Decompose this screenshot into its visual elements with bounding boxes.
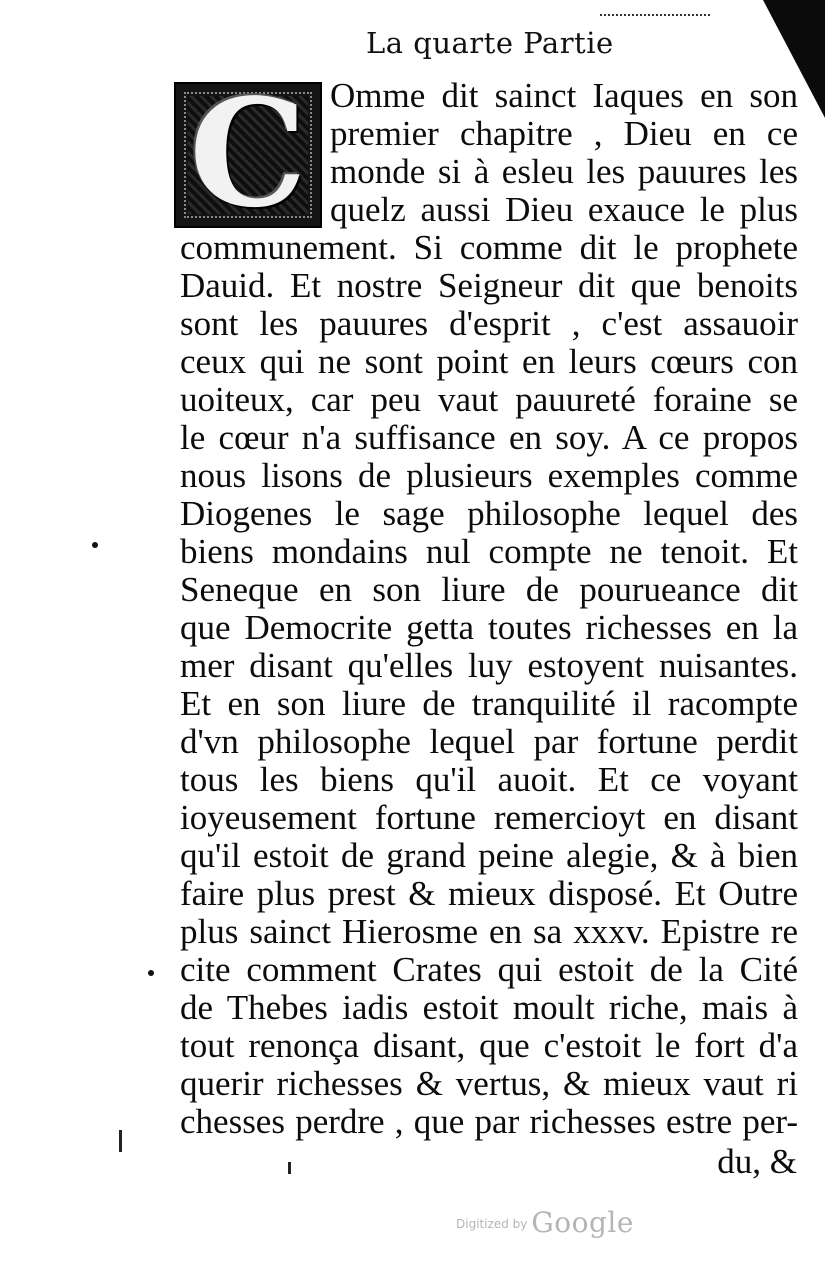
text-line: nous lisons de plusieurs exemples comme xyxy=(180,456,798,495)
text-line: querir richesses & vertus, & mieux vaut ri xyxy=(180,1064,798,1103)
text-line: Diogenes le sage philosophe lequel des xyxy=(180,494,798,533)
text-line: Et en son liure de tranquilité il racompte xyxy=(180,684,798,723)
text-line: sont les pauures d'esprit , c'est assauoir xyxy=(180,304,798,343)
text-line: Omme dit sainct Iaques en son xyxy=(330,76,798,115)
text-line: ioyeusement fortune remercioyt en disant xyxy=(180,798,798,837)
text-line: biens mondains nul compte ne tenoit. Et xyxy=(180,532,798,571)
text-line: communement. Si comme dit le prophete xyxy=(180,228,798,267)
digitized-by-google-watermark xyxy=(456,1206,634,1239)
ornamental-initial xyxy=(174,82,322,228)
initial-letter: C xyxy=(189,82,307,228)
catchword: du, & xyxy=(717,1142,797,1181)
margin-speck xyxy=(148,970,154,976)
scan-speck xyxy=(600,14,710,22)
running-head: La quarte Partie xyxy=(366,26,614,60)
text-line: plus sainct Hierosme en sa xxxv. Epistre re xyxy=(180,912,798,951)
text-line: Dauid. Et nostre Seigneur dit que benoits xyxy=(180,266,798,305)
text-line: tout renonça disant, que c'estoit le fort d'a xyxy=(180,1026,798,1065)
text-line: ceux qui ne sont point en leurs cœurs con xyxy=(180,342,798,381)
margin-speck xyxy=(92,542,98,548)
text-line: Seneque en son liure de pourueance dit xyxy=(180,570,798,609)
margin-speck xyxy=(288,1162,291,1174)
text-line: d'vn philosophe lequel par fortune perdit xyxy=(180,722,798,761)
text-line: de Thebes iadis estoit moult riche, mais à xyxy=(180,988,798,1027)
text-line: faire plus prest & mieux disposé. Et Outre xyxy=(180,874,798,913)
text-line: mer disant qu'elles luy estoyent nuisantes. xyxy=(180,646,798,685)
text-line: tous les biens qu'il auoit. Et ce voyant xyxy=(180,760,798,799)
text-line: monde si à esleu les pauures les xyxy=(330,152,798,191)
text-line: uoiteux, car peu vaut pauureté foraine se xyxy=(180,380,798,419)
text-line: cite comment Crates qui estoit de la Cité xyxy=(180,950,798,989)
text-line: premier chapitre , Dieu en ce xyxy=(330,114,798,153)
text-line: le cœur n'a suffisance en soy. A ce propos xyxy=(180,418,798,457)
margin-speck xyxy=(119,1130,122,1152)
google-logo: Google xyxy=(531,1206,634,1239)
text-line: que Democrite getta toutes richesses en la xyxy=(180,608,798,647)
text-line: chesses perdre , que par richesses estre per- xyxy=(180,1102,798,1141)
text-line: qu'il estoit de grand peine alegie, & à bien xyxy=(180,836,798,875)
watermark-prefix: Digitized by xyxy=(456,1217,528,1231)
text-line: quelz aussi Dieu exauce le plus xyxy=(330,190,798,229)
